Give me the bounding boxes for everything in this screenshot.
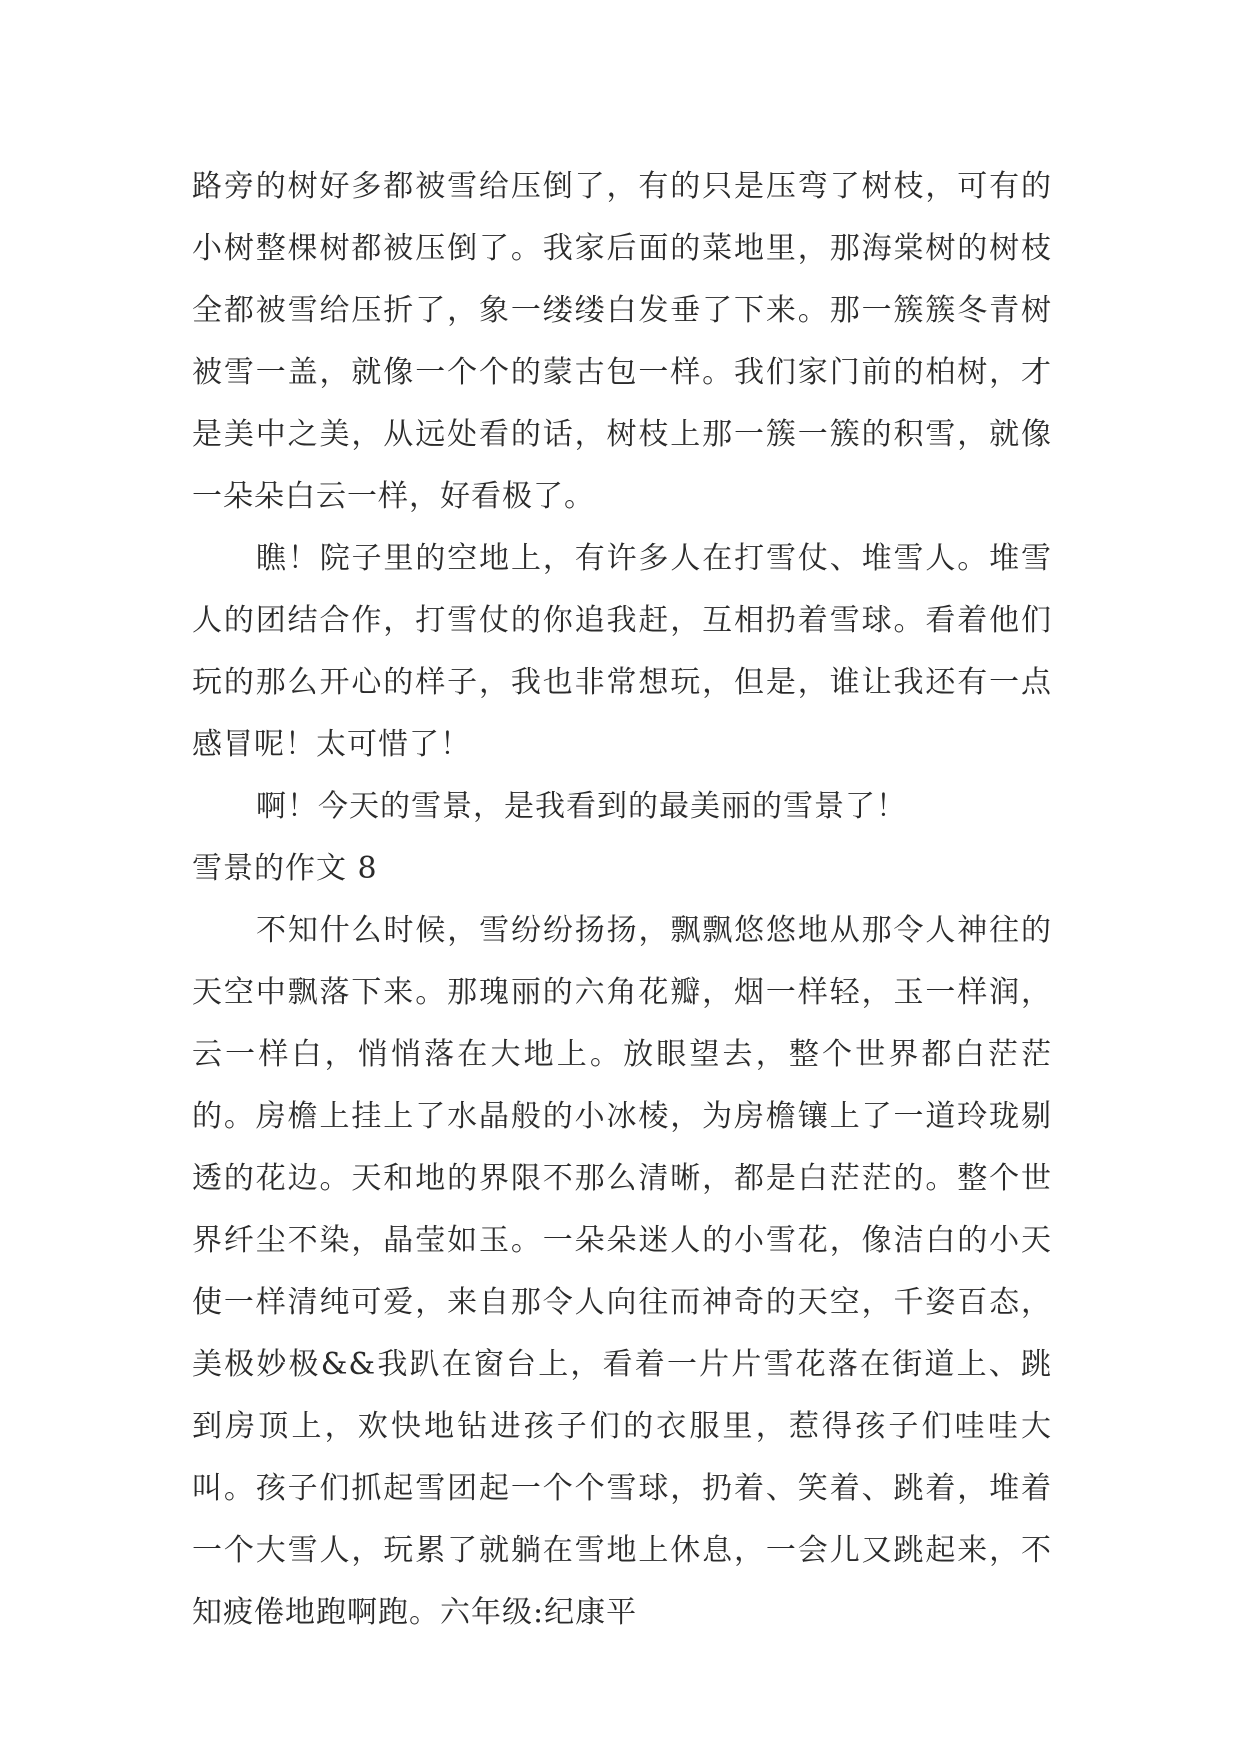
paragraph-exclaim: 啊！今天的雪景，是我看到的最美丽的雪景了！ bbox=[256, 789, 907, 824]
paragraph-trees: 路旁的树好多都被雪给压倒了，有的只是压弯了树枝，可有的小树整棵树都被压倒了。我家后面的菜地里，那海棠树的树枝全都被雪给压折了，象一缕缕白发垂了下来。那一簇簇冬青树被雪一盖，就像一个个的蒙古包一样。我们家门前的柏树，才是美中之美，从远处看的话，树枝上那一簇一簇的积雪，就像一朵朵白云一样，好看极了。 bbox=[192, 169, 1052, 514]
section-title: 雪景的作文 8 bbox=[192, 851, 378, 886]
paragraph-essay-8: 不知什么时候，雪纷纷扬扬，飘飘悠悠地从那令人神往的天空中飘落下来。那瑰丽的六角花瓣，烟一样轻，玉一样润，云一样白，悄悄落在大地上。放眼望去，整个世界都白茫茫的。房檐上挂上了水晶般的小冰棱，为房檐镶上了一道玲珑剔透的花边。天和地的界限不那么清晰，都是白茫茫的。整个世界纤尘不染，晶莹如玉。一朵朵迷人的小雪花，像洁白的小天使一样清纯可爱，来自那令人向往而神奇的天空，千姿百态，美极妙极&&我趴在窗台上，看着一片片雪花落在街道上、跳到房顶上，欢快地钻进孩子们的衣服里，惹得孩子们哇哇大叫。孩子们抓起雪团起一个个雪球，扔着、笑着、跳着，堆着一个大雪人，玩累了就躺在雪地上休息，一会儿又跳起来，不知疲倦地跑啊跑。六年级:纪康平 bbox=[192, 913, 1052, 1630]
document-page bbox=[192, 156, 1052, 1644]
paragraph-yard: 瞧！院子里的空地上，有许多人在打雪仗、堆雪人。堆雪人的团结合作，打雪仗的你追我赶，互相扔着雪球。看着他们玩的那么开心的样子，我也非常想玩，但是，谁让我还有一点感冒呢！太可惜了！ bbox=[192, 541, 1052, 762]
